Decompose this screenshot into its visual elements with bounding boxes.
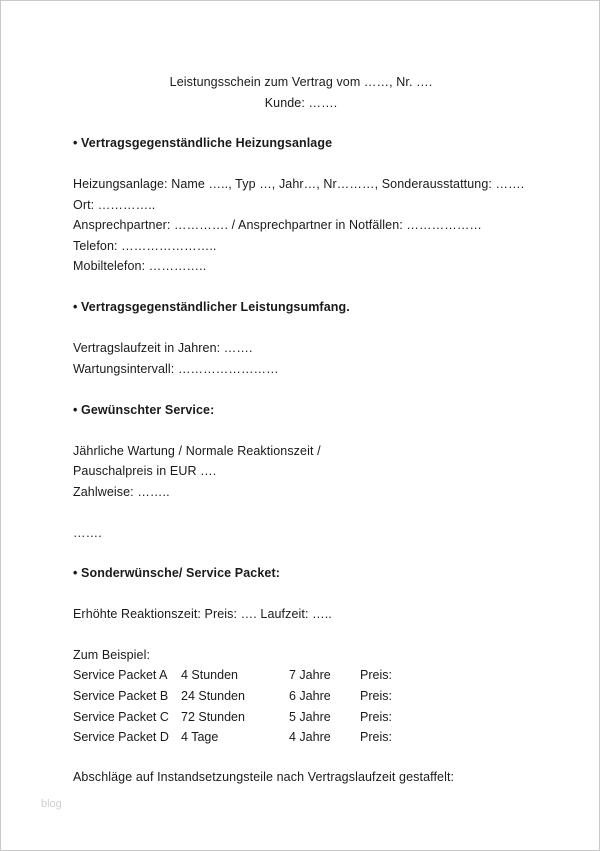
placeholder-dots-line: ……. xyxy=(73,526,102,540)
packet-price: Preis: xyxy=(360,710,392,724)
phone-line: Telefon: ………………….. xyxy=(73,239,217,253)
packet-time: 4 Tage xyxy=(181,730,219,744)
mobile-phone-line: Mobiltelefon: ………….. xyxy=(73,259,207,273)
section-heading-service: • Gewünschter Service: xyxy=(73,403,215,417)
contact-person-line: Ansprechpartner: …………. / Ansprechpartner in Notfällen: ……………… xyxy=(73,218,483,232)
packet-price: Preis: xyxy=(360,689,392,703)
location-line: Ort: ………….. xyxy=(73,198,156,212)
flat-price-line: Pauschalpreis in EUR …. xyxy=(73,464,217,478)
packet-time: 72 Stunden xyxy=(181,710,245,724)
payment-method-line: Zahlweise: …….. xyxy=(73,485,170,499)
packet-term: 4 Jahre xyxy=(289,730,331,744)
section-heading-special-requests: • Sonderwünsche/ Service Packet: xyxy=(73,566,280,580)
reaction-time-line: Erhöhte Reaktionszeit: Preis: …. Laufzeit: ….. xyxy=(73,607,332,621)
watermark: blog xyxy=(41,798,62,810)
packet-name: Service Packet C xyxy=(73,710,169,724)
packet-name: Service Packet D xyxy=(73,730,169,744)
packet-term: 7 Jahre xyxy=(289,668,331,682)
heating-system-line: Heizungsanlage: Name ….., Typ …, Jahr…, Nr………, Sonderausstattung: ……. xyxy=(73,177,525,191)
contract-term-line: Vertragslaufzeit in Jahren: ……. xyxy=(73,341,253,355)
discount-note-line: Abschläge auf Instandsetzungsteile nach Vertragslaufzeit gestaffelt: xyxy=(73,770,455,784)
section-heading-heating-system: • Vertragsgegenständliche Heizungsanlage xyxy=(73,136,333,150)
packet-term: 5 Jahre xyxy=(289,710,331,724)
example-label: Zum Beispiel: xyxy=(73,648,151,662)
document-title: Leistungsschein zum Vertrag vom ……, Nr. …. xyxy=(169,75,433,89)
packet-price: Preis: xyxy=(360,668,392,682)
customer-line: Kunde: ……. xyxy=(264,96,338,110)
packet-price: Preis: xyxy=(360,730,392,744)
packet-name: Service Packet A xyxy=(73,668,168,682)
annual-maintenance-line: Jährliche Wartung / Normale Reaktionszeit / xyxy=(73,444,321,458)
packet-time: 4 Stunden xyxy=(181,668,238,682)
section-heading-scope: • Vertragsgegenständlicher Leistungsumfang. xyxy=(73,300,350,314)
packet-name: Service Packet B xyxy=(73,689,169,703)
packet-time: 24 Stunden xyxy=(181,689,245,703)
packet-term: 6 Jahre xyxy=(289,689,331,703)
maintenance-interval-line: Wartungsintervall: …………………… xyxy=(73,362,279,376)
